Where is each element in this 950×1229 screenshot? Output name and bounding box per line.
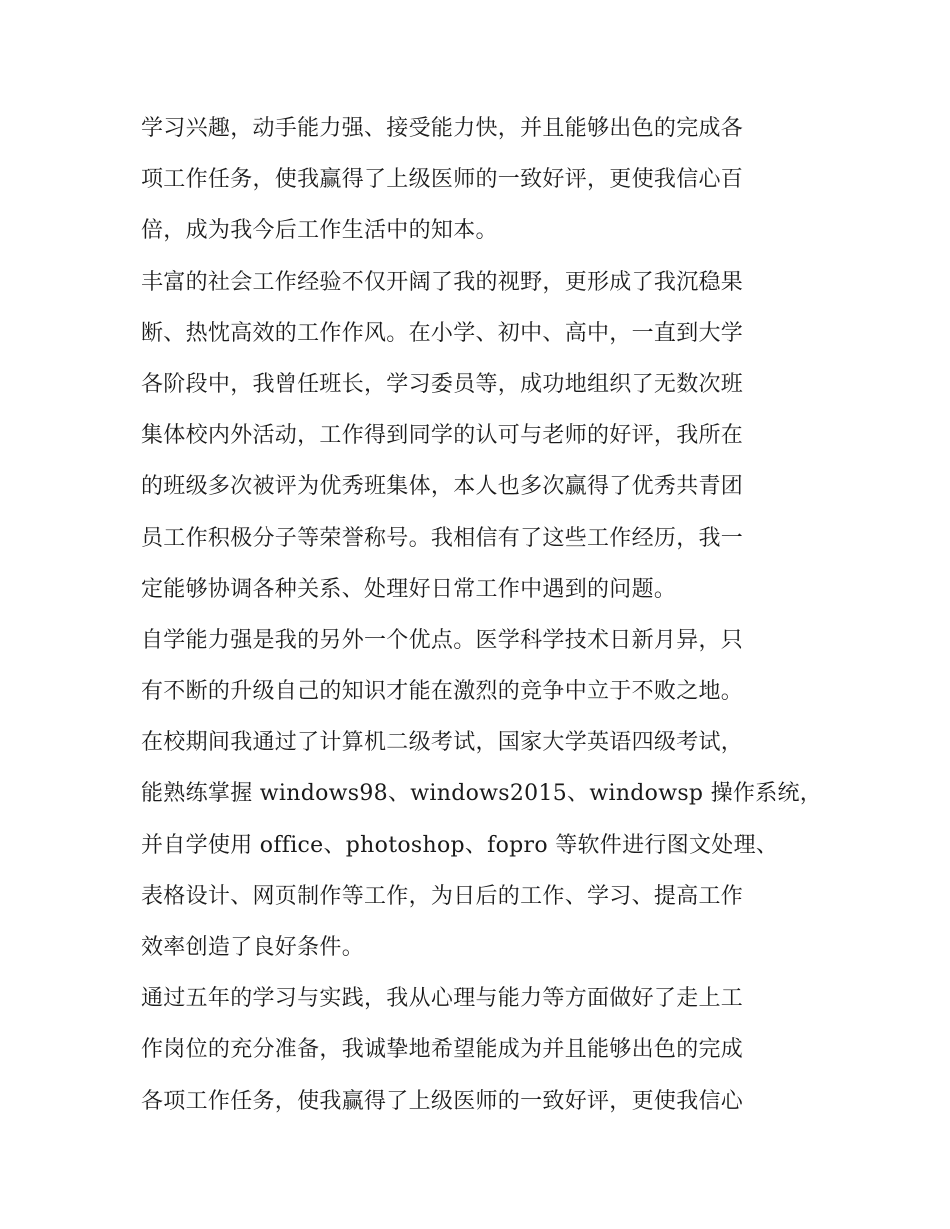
text-line: 倍，成为我今后工作生活中的知本。 (141, 218, 498, 244)
text-line: 员工作积极分子等荣誉称号。我相信有了这些工作经历，我一 (141, 525, 744, 551)
text-line: 自学能力强是我的另外一个优点。医学科学技术日新月异，只 (141, 627, 744, 653)
text-line: 通过五年的学习与实践，我从心理与能力等方面做好了走上工 (141, 986, 744, 1012)
text-line: 有不断的升级自己的知识才能在激烈的竞争中立于不败之地。 (141, 679, 744, 705)
text-line: 断、热忱高效的工作作风。在小学、初中、高中，一直到大学 (141, 320, 744, 346)
document-body (141, 107, 821, 1131)
text-line: 各项工作任务，使我赢得了上级医师的一致好评，更使我信心 (141, 1088, 744, 1114)
text-line: 项工作任务，使我赢得了上级医师的一致好评，更使我信心百 (141, 167, 744, 193)
text-line: 丰富的社会工作经验不仅开阔了我的视野，更形成了我沉稳果 (141, 269, 744, 295)
text-line: 表格设计、网页制作等工作，为日后的工作、学习、提高工作 (141, 883, 744, 909)
text-line: 能熟练掌握 windows98、windows2015、windowsp 操作系统， (141, 781, 823, 807)
text-line: 的班级多次被评为优秀班集体，本人也多次赢得了优秀共青团 (141, 474, 744, 500)
text-line: 并自学使用 office、photoshop、fopro 等软件进行图文处理、 (141, 832, 779, 858)
text-line: 学习兴趣，动手能力强、接受能力快，并且能够出色的完成各 (141, 116, 744, 141)
text-line: 定能够协调各种关系、处理好日常工作中遇到的问题。 (141, 576, 677, 602)
text-line: 作岗位的充分准备，我诚挚地希望能成为并且能够出色的完成 (141, 1037, 744, 1063)
text-line: 集体校内外活动，工作得到同学的认可与老师的好评，我所在 (141, 423, 744, 449)
text-line: 效率创造了良好条件。 (141, 935, 365, 960)
text-line: 在校期间我通过了计算机二级考试，国家大学英语四级考试， (141, 730, 744, 756)
text-line: 各阶段中，我曾任班长，学习委员等，成功地组织了无数次班 (141, 371, 744, 397)
